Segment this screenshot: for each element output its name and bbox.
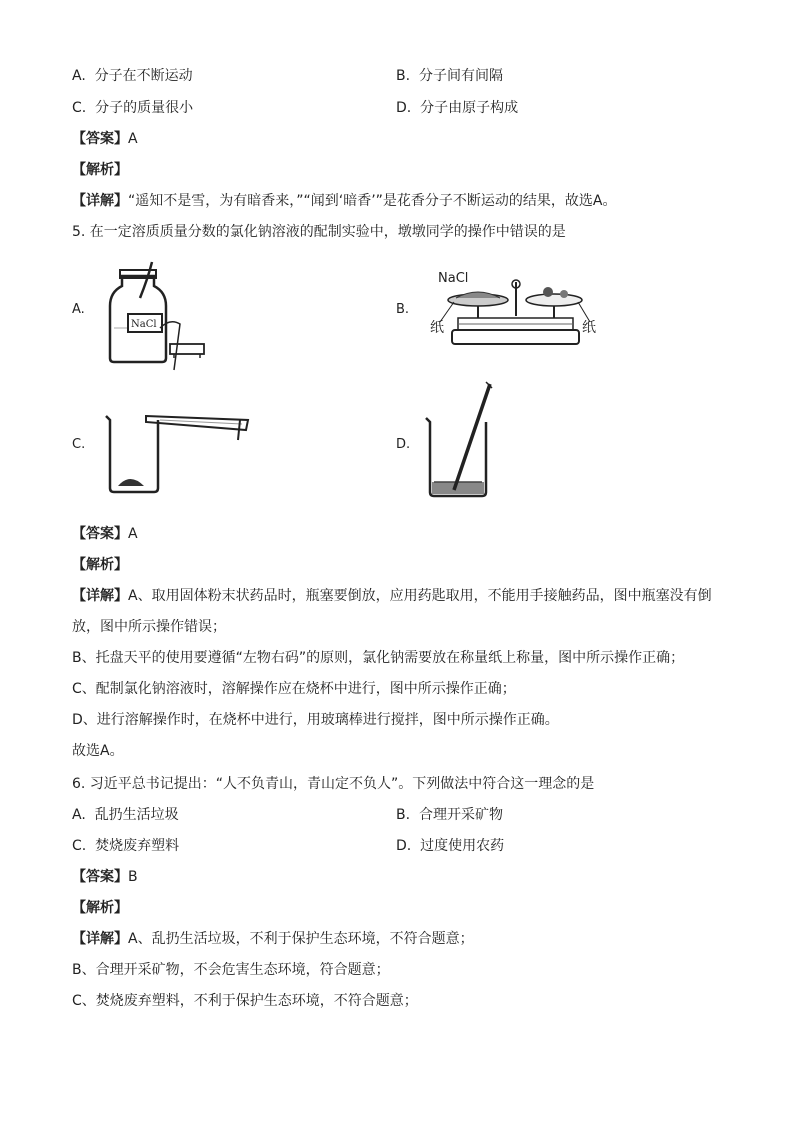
q5-analysis (72, 555, 128, 575)
q6-stem: 6. 习近平总书记提出：“人不负青山，青山定不负人”。下列做法中符合这一理念的是 (72, 776, 595, 792)
answer-value: A (128, 526, 138, 542)
q5-stem: 5. 在一定溶质质量分数的氯化钠溶液的配制实验中，墩墩同学的操作中错误的是 (72, 224, 566, 240)
stirring-beaker-figure (420, 378, 510, 500)
balance-figure (428, 262, 603, 354)
option-text: 分子间有间隔 (418, 68, 503, 84)
q6-detail-line-2: B、合理开采矿物，不会危害生态环境，符合题意； (72, 962, 390, 978)
q5-detail-line-3: B、托盘天平的使用要遵循“左物右码”的原则，氯化钠需要放在称量纸上称量，图中所示操作正确； (72, 650, 685, 666)
option-text: 分子由原子构成 (420, 100, 519, 116)
detail-text: A、乱扔生活垃圾，不利于保护生态环境，不符合题意； (128, 931, 474, 947)
option-text: 乱扔生活垃圾 (94, 807, 179, 823)
detail-tag: 【 详解 】 (72, 588, 128, 604)
option-text: 焚烧废弃塑料 (95, 838, 180, 854)
paper-label-right: 纸 (582, 320, 596, 336)
option-letter: B. (396, 68, 411, 84)
q6-option-c (72, 836, 179, 856)
q4-answer (72, 129, 138, 149)
option-letter: C. (72, 838, 87, 854)
option-text: 分子的质量很小 (95, 100, 194, 116)
nacl-balance-label: NaCl (438, 271, 469, 286)
q6-analysis (72, 898, 128, 918)
option-text: 分子在不断运动 (94, 68, 193, 84)
q4-option-a (72, 66, 193, 86)
paper-label-left: 纸 (430, 320, 444, 336)
q4-option-b (396, 66, 503, 86)
q4-option-c (72, 98, 193, 118)
detail-text: A、取用固体粉末状药品时，瓶塞要倒放，应用药匙取用，不能用手接触药品，图中瓶塞没有倒 (128, 588, 712, 604)
q5-detail-line-2: 放，图中所示操作错误； (72, 619, 226, 635)
q6-option-d (396, 836, 504, 856)
option-letter: C. (72, 100, 87, 116)
detail-tag: 【 详解 】 (72, 931, 128, 947)
dissolving-beaker-figure (100, 390, 255, 495)
answer-tag: 【 答案 】 (72, 131, 128, 147)
option-letter: D. (396, 838, 412, 854)
q6-option-a (72, 805, 179, 825)
analysis-tag: 【 解析 】 (72, 162, 128, 178)
reagent-bottle-figure (100, 258, 215, 373)
q5-detail-line-5: D、进行溶解操作时，在烧杯中进行，用玻璃棒进行搅拌，图中所示操作正确。 (72, 712, 559, 728)
detail-tag: 【 详解 】 (72, 193, 128, 209)
analysis-tag: 【 解析 】 (72, 900, 128, 916)
q4-detail (72, 191, 617, 211)
q6-answer (72, 867, 138, 887)
option-letter: A. (72, 807, 86, 823)
q6-detail-line-1 (72, 929, 474, 949)
option-letter: B. (396, 807, 411, 823)
option-letter: A. (72, 68, 86, 84)
q4-analysis (72, 160, 128, 180)
answer-tag: 【 答案 】 (72, 869, 128, 885)
q5-detail-line-4: C、配制氯化钠溶液时，溶解操作应在烧杯中进行，图中所示操作正确； (72, 681, 516, 697)
answer-value: A (128, 131, 138, 147)
q5-answer (72, 524, 138, 544)
detail-text: “遥知不是雪，为有暗香来，”“闻到‘暗香’”是花香分子不断运动的结果，故选A。 (128, 193, 617, 209)
analysis-tag: 【 解析 】 (72, 557, 128, 573)
q5-option-a-letter: A. (72, 302, 85, 317)
q4-option-d (396, 98, 518, 118)
option-letter: D. (396, 100, 412, 116)
answer-value: B (128, 869, 138, 885)
option-text: 合理开采矿物 (418, 807, 503, 823)
q5-option-d-letter: D. (396, 437, 411, 452)
q5-option-b-letter: B. (396, 302, 410, 317)
answer-tag: 【 答案 】 (72, 526, 128, 542)
q5-conclusion: 故选A。 (72, 743, 124, 759)
q5-option-c-letter: C. (72, 437, 86, 452)
option-text: 过度使用农药 (420, 838, 505, 854)
q6-option-b (396, 805, 503, 825)
q6-detail-line-3: C、焚烧废弃塑料，不利于保护生态环境，不符合题意； (72, 993, 418, 1009)
q5-detail-line-1 (72, 586, 712, 606)
nacl-bottle-label: NaCl (131, 319, 157, 330)
